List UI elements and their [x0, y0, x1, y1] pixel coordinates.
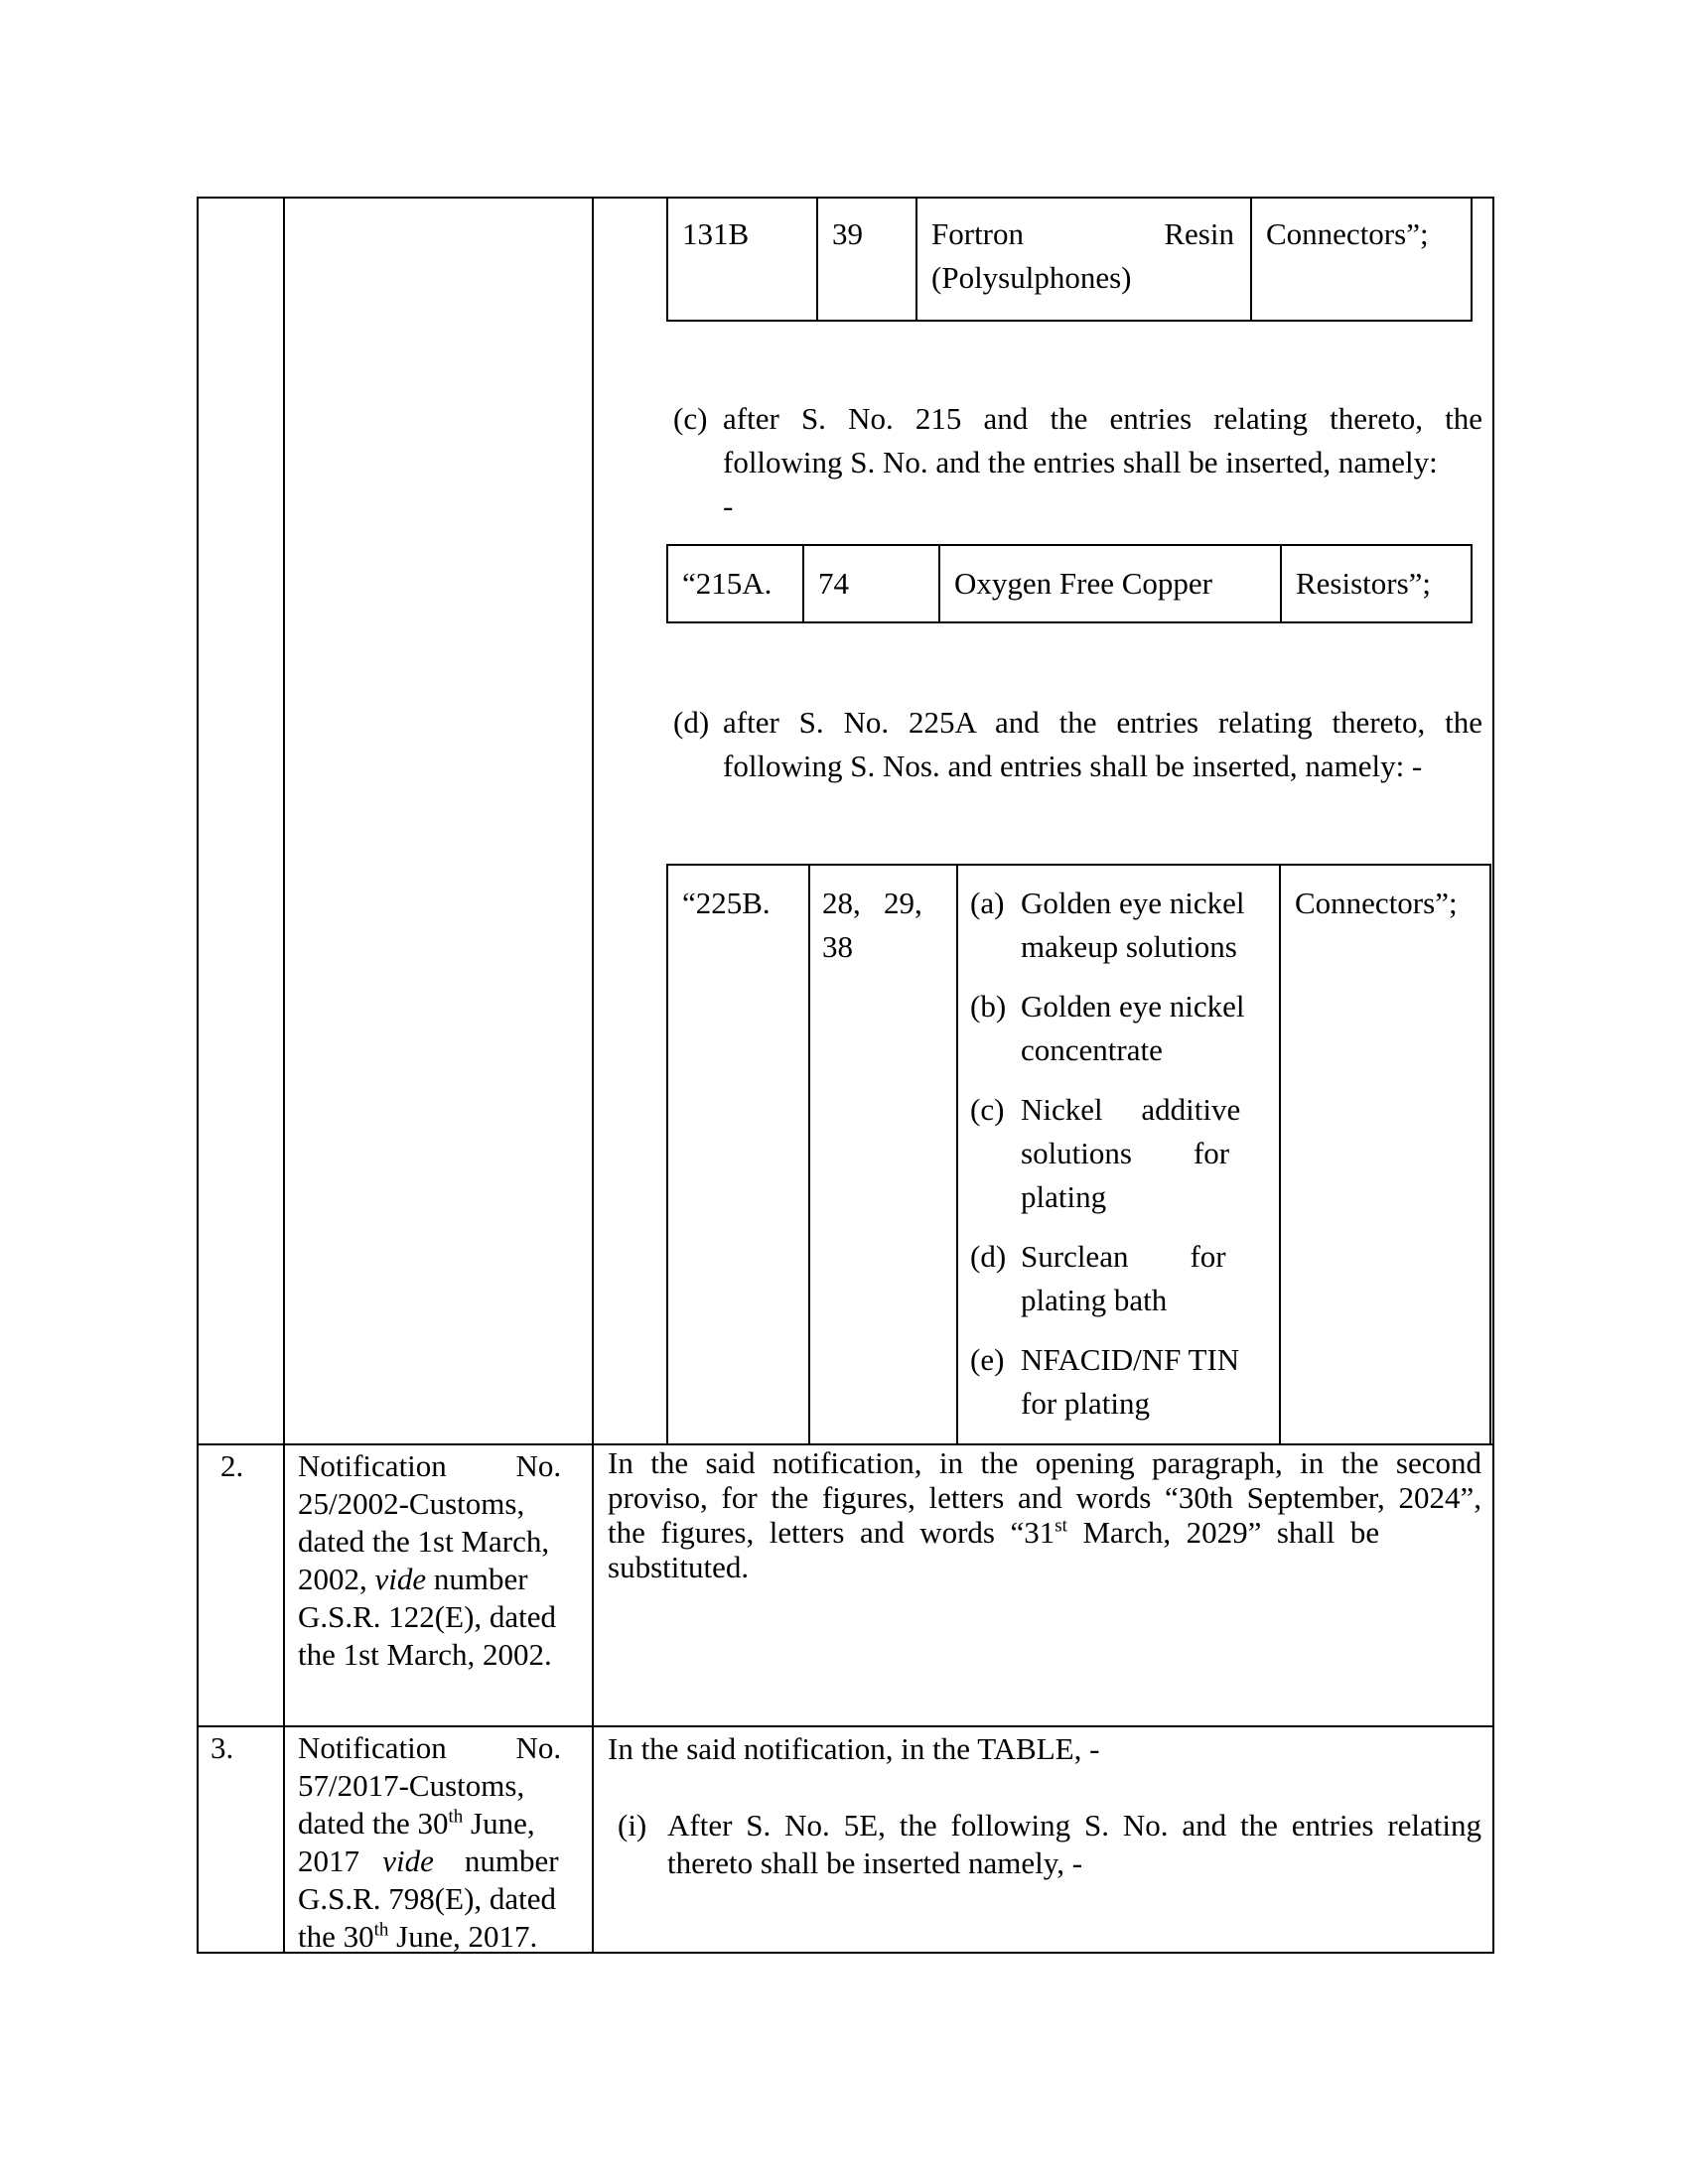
row3-notification-line: G.S.R. 798(E), dated [298, 1881, 557, 1916]
list-item-line: solutions for [1021, 1136, 1230, 1170]
list-item-text [1021, 1235, 1226, 1322]
row2-amend-line: In the said notification, in the opening paragraph, in the second [608, 1445, 1481, 1480]
list-item-text [1021, 1088, 1240, 1219]
table-cell-item [940, 546, 1282, 621]
cell-text: Connectors”; [1295, 886, 1458, 920]
para-c-line2: following S. No. and the entries shall be inserted, namely: [723, 445, 1438, 479]
cell-text: 131B [682, 216, 750, 251]
list-item-text [1021, 882, 1245, 969]
cell-text: 39 [832, 216, 863, 251]
row2-amend-line [608, 1515, 1481, 1550]
row2-amend-part: March, 2029” shall be [1066, 1515, 1380, 1550]
list-item-text [1021, 985, 1245, 1072]
table-cell-use [1281, 866, 1489, 1445]
table-cell-use [1252, 199, 1473, 320]
row3-notification-line: 2017 vide number [298, 1843, 559, 1878]
list-item-line: concentrate [1021, 1032, 1163, 1067]
cell-text-part: Resin [1164, 216, 1234, 251]
row3-sno: 3. [211, 1730, 234, 1765]
table-cell-items [958, 866, 1281, 1445]
table-cell-sno [668, 866, 810, 1445]
table-cell-sno [668, 546, 804, 621]
row2-notification-line: the 1st March, 2002. [298, 1637, 552, 1672]
list-item-line: Nickel additive [1021, 1092, 1241, 1127]
list-item-label: (b) [970, 989, 1007, 1024]
row3-sub-label: (i) [618, 1808, 647, 1843]
row3-notif-sup: th [373, 1919, 389, 1941]
row2-amend-part: the figures, letters and words “31 [608, 1515, 1055, 1550]
list-item-label: (d) [970, 1239, 1007, 1274]
row3-notification [298, 1729, 578, 1956]
row3-sub-line1: After S. No. 5E, the following S. No. and the entries relating [667, 1808, 1481, 1843]
row3-notification-line [298, 1805, 578, 1843]
row3-notif-sup: th [448, 1806, 464, 1828]
para-d-line1: after S. No. 225A and the entries relating thereto, the [723, 705, 1482, 740]
row3-notif-part: dated the 30 [298, 1806, 449, 1841]
row2-amend-line: substituted. [608, 1550, 750, 1584]
row2-notification-line: Notification No. [298, 1448, 562, 1483]
row2-notification-line: 25/2002-Customs, [298, 1486, 525, 1521]
table-cell-chapter [804, 546, 940, 621]
outer-col-divider-1 [283, 1725, 285, 1954]
row3-notif-part: June, [463, 1806, 535, 1841]
row2-notification-line: dated the 1st March, [298, 1524, 550, 1559]
list-item-label: (e) [970, 1342, 1005, 1377]
table-225b [666, 864, 1491, 1445]
cell-text-part: 28, 29, [822, 886, 922, 920]
row2-notification-line: 2002, vide number [298, 1562, 528, 1596]
para-d-label: (d) [673, 705, 710, 740]
cell-text: Connectors”; [1266, 216, 1429, 251]
outer-col-divider-2 [592, 197, 594, 1445]
list-item-line: plating bath [1021, 1283, 1168, 1317]
table-cell-use [1282, 546, 1471, 621]
cell-text: Oxygen Free Copper [954, 566, 1212, 601]
cell-text-part: 38 [822, 929, 853, 964]
table-215a [666, 544, 1473, 623]
row2-sno: 2. [220, 1448, 244, 1483]
cell-text [822, 882, 922, 969]
list-item-label: (a) [970, 886, 1005, 920]
cell-text-part: (Polysulphones) [931, 260, 1132, 295]
row3-notification-line: 57/2017-Customs, [298, 1768, 525, 1803]
row3-amend-intro: In the said notification, in the TABLE, - [608, 1731, 1100, 1766]
list-item-label: (c) [970, 1092, 1005, 1127]
list-item-line: Golden eye nickel [1021, 989, 1245, 1024]
list-item-line: plating [1021, 1179, 1107, 1214]
table-cell-chapter [810, 866, 958, 1445]
outer-col-divider-1 [283, 1443, 285, 1727]
row2-amendment [608, 1445, 1481, 1584]
outer-col-divider-2 [592, 1443, 594, 1727]
outer-col-divider-2 [592, 1725, 594, 1954]
list-item-line: for plating [1021, 1386, 1150, 1421]
row3-notification-line: Notification No. [298, 1730, 562, 1765]
para-c-label: (c) [673, 401, 708, 436]
row2-notification-line: G.S.R. 122(E), dated [298, 1599, 557, 1634]
table-cell-item [917, 199, 1252, 320]
row2-amend-line: proviso, for the figures, letters and words “30th September, 2024”, [608, 1480, 1481, 1515]
table-131b [666, 199, 1473, 322]
list-item-text [1021, 1338, 1239, 1426]
cell-text: “215A. [682, 566, 773, 601]
table-cell-chapter [818, 199, 917, 320]
cell-text: Resistors”; [1296, 566, 1432, 601]
cell-text: “225B. [682, 886, 771, 920]
para-c-line3: - [723, 488, 734, 523]
table-cell-sno [668, 199, 818, 320]
cell-text: 74 [818, 566, 849, 601]
row2-amend-sup: st [1055, 1515, 1067, 1537]
list-item-line: Golden eye nickel [1021, 886, 1245, 920]
outer-col-divider-1 [283, 197, 285, 1445]
para-d-line2: following S. Nos. and entries shall be inserted, namely: - [723, 749, 1423, 783]
row3-notification-line [298, 1918, 578, 1956]
cell-text [931, 212, 1234, 300]
row3-notif-part: the 30 [298, 1919, 374, 1954]
row3-sub-line2: thereto shall be inserted namely, - [667, 1845, 1083, 1880]
row2-amend-part [608, 1515, 1379, 1550]
cell-text-part: Fortron [931, 216, 1024, 251]
row3-notif-part: June, 2017. [388, 1919, 538, 1954]
list-item-line: NFACID/NF TIN [1021, 1342, 1240, 1377]
list-item-line: makeup solutions [1021, 929, 1237, 964]
row2-notification [298, 1447, 578, 1674]
list-item-line: Surclean for [1021, 1239, 1226, 1274]
para-c-line1: after S. No. 215 and the entries relating thereto, the [723, 401, 1482, 436]
